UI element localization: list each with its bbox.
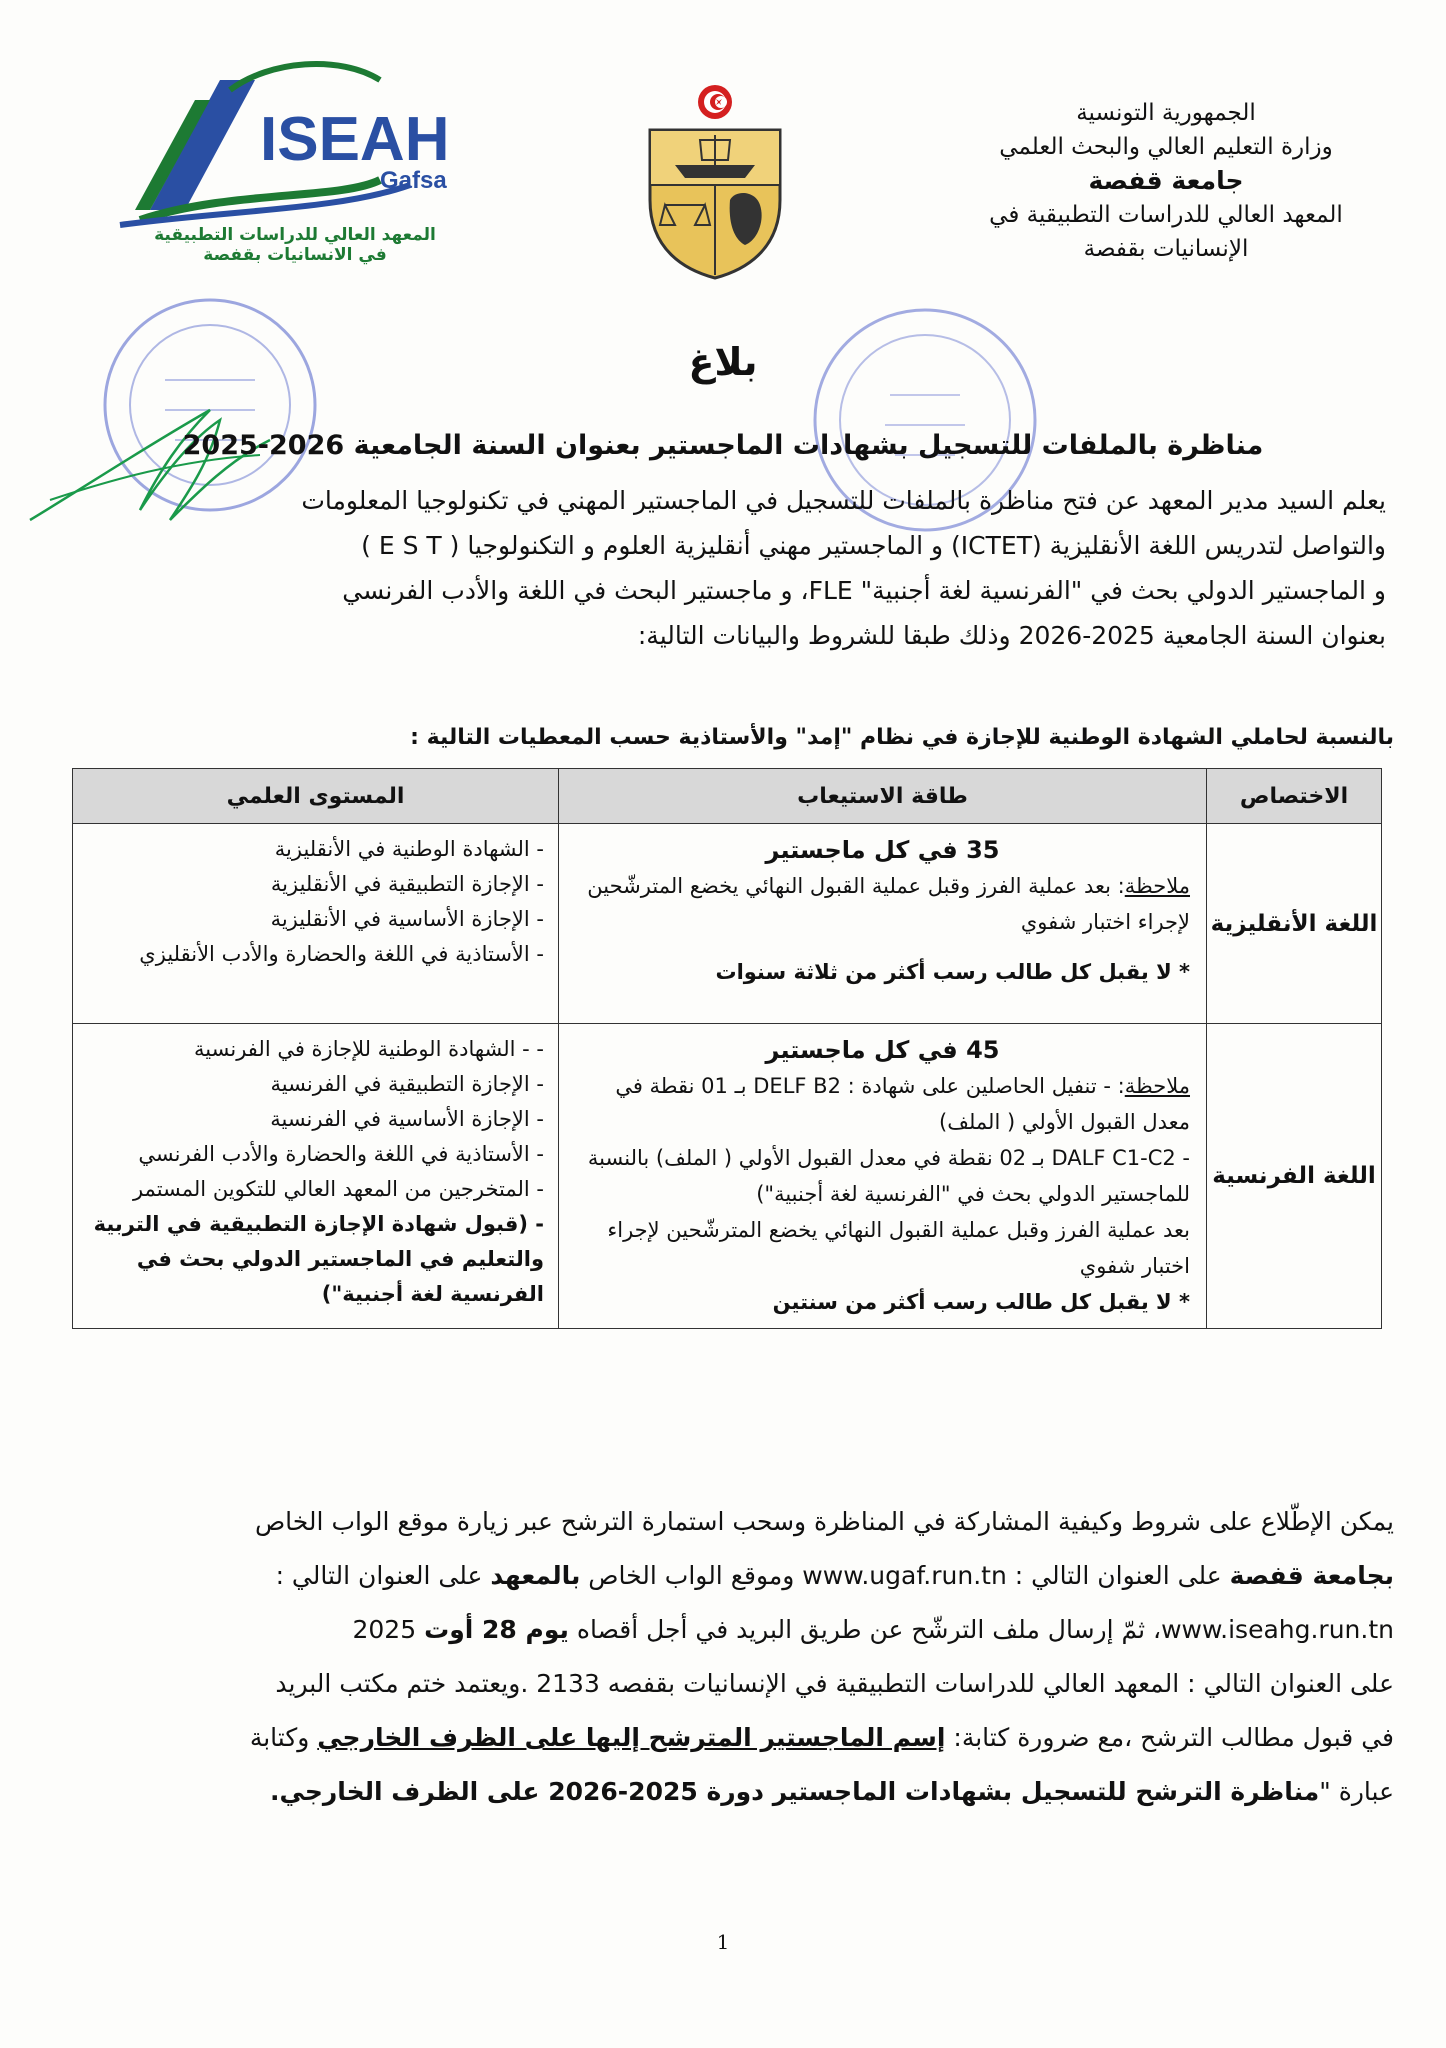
table-header-row — [73, 769, 1382, 824]
coat-of-arms-emblem — [640, 80, 790, 280]
footer-line: بجامعة قفصة على العنوان التالي : www.ugaf.run.tn وموقع الواب الخاص بالمعهد على العنوان التالي : — [275, 1561, 1394, 1590]
iseah-logo-mark — [80, 60, 520, 230]
level-item: - الإجازة التطبيقية في الأنقليزية — [270, 872, 544, 896]
table-caption: بالنسبة لحاملي الشهادة الوطنية للإجازة في نظام "إمد" والأستاذية حسب المعطيات التالية : — [410, 725, 1394, 750]
capacity-english — [559, 824, 1207, 1024]
header-specialty: الاختصاص — [1207, 769, 1382, 824]
level-item: - الإجازة الأساسية في الأنقليزية — [270, 907, 544, 931]
footer-line: عبارة "مناظرة الترشح للتسجيل بشهادات الماجستير دورة 2025-2026 على الظرف الخارجي. — [270, 1777, 1394, 1806]
intro-line: بعنوان السنة الجامعية 2025-2026 وذلك طبقا للشروط والبيانات التالية: — [637, 621, 1386, 650]
intro-line: والتواصل لتدريس اللغة الأنقليزية (ICTET) و الماجستير مهني أنقليزية العلوم و التكنولوجيا ( E S T ) — [361, 531, 1386, 560]
note-text: - DALF C1-C2 بـ 02 نقطة في معدل القبول الأولي ( الملف) بالنسبة للماجستير الدولي بحث في "الفرنسية لغة أجنبية") — [587, 1146, 1190, 1206]
capacity-title: 45 في كل ماجستير — [765, 1036, 1000, 1064]
level-english — [73, 824, 559, 1024]
level-item: - الأستاذية في اللغة والحضارة والأدب الأنقليزي — [139, 942, 544, 966]
note — [575, 868, 1190, 940]
header-level: المستوى العلمي — [73, 769, 559, 824]
level-item: - المتخرجين من المعهد العالي للتكوين المستمر — [132, 1177, 544, 1201]
level-item: - - الشهادة الوطنية للإجازة في الفرنسية — [194, 1037, 544, 1061]
intro-line: يعلم السيد مدير المعهد عن فتح مناظرة بالملفات للتسجيل في الماجستير المهني في تكنولوجيا المعلومات — [301, 486, 1386, 515]
conditions-table — [72, 768, 1382, 1329]
header-capacity: طاقة الاستيعاب — [559, 769, 1207, 824]
institute-line-2: الإنسانيات بقفصة — [1083, 236, 1249, 262]
warning-text: * لا يقبل كل طالب رسب أكثر من سنتين — [772, 1290, 1190, 1314]
capacity-title: 35 في كل ماجستير — [765, 836, 1000, 864]
footer-line: www.iseahg.run.tn، ثمّ إرسال ملف الترشّح عن طريق البريد في أجل أقصاه يوم 28 أوت 2025 — [352, 1615, 1394, 1644]
note-text: : بعد عملية الفرز وقبل عملية القبول النهائي يخضع المترشّحين لإجراء اختبار شفوي — [587, 874, 1190, 934]
note-text: بعد عملية الفرز وقبل عملية القبول النهائي يخضع المترشّحين لإجراء اختبار شفوي — [607, 1218, 1190, 1278]
main-title: مناظرة بالملفات للتسجيل بشهادات الماجستير بعنوان السنة الجامعية 2026-2025 — [182, 430, 1264, 461]
table-row-english — [73, 824, 1382, 1024]
ministry-header — [956, 96, 1376, 266]
table-row-french — [73, 1024, 1382, 1329]
university-website-link[interactable]: www.ugaf.run.tn — [802, 1561, 1007, 1590]
ministry-line: وزارة التعليم العالي والبحث العلمي — [999, 134, 1333, 160]
intro-line: و الماجستير الدولي بحث في "الفرنسية لغة أجنبية" FLE، و ماجستير البحث في اللغة والأدب الفرنسي — [342, 576, 1386, 605]
level-item: - الإجازة الأساسية في الفرنسية — [270, 1107, 544, 1131]
institute-website-link[interactable]: www.iseahg.run.tn — [1161, 1615, 1394, 1644]
logo-city: Gafsa — [380, 167, 447, 194]
notice-title: بلاغ — [688, 340, 758, 384]
footer-line: يمكن الإطّلاع على شروط وكيفية المشاركة في المناظرة وسحب استمارة الترشح عبر زيارة موقع الواب الخاص — [254, 1507, 1394, 1536]
capacity-french — [559, 1024, 1207, 1329]
level-item: - الشهادة الوطنية في الأنقليزية — [274, 837, 544, 861]
submission-instructions — [64, 1495, 1394, 1819]
footer-line: في قبول مطالب الترشح ،مع ضرورة كتابة: إسم الماجستير المترشح إليها على الظرف الخارجي وكتابة — [249, 1723, 1394, 1752]
warning-text: * لا يقبل كل طالب رسب أكثر من ثلاثة سنوات — [715, 960, 1190, 984]
university-line: جامعة قفصة — [1088, 166, 1244, 195]
specialty-english: اللغة الأنقليزية — [1207, 824, 1382, 1024]
republic-line: الجمهورية التونسية — [1076, 100, 1256, 126]
level-item-bold: - (قبول شهادة الإجازة التطبيقية في التربية والتعليم في الماجستير الدولي بحث في الفرنسية لغة أجنبية") — [93, 1212, 544, 1306]
note-label: ملاحظة — [1124, 1074, 1190, 1098]
footer-line: على العنوان التالي : المعهد العالي للدراسات التطبيقية في الإنسانيات بقفصه 2133 .ويعتمد ختم مكتب البريد — [275, 1669, 1394, 1698]
institute-line-1: المعهد العالي للدراسات التطبيقية في — [989, 202, 1343, 228]
logo-arabic-name: المعهد العالي للدراسات التطبيقية في الانسانيات بقفصة — [154, 225, 436, 265]
level-item: - الأستاذية في اللغة والحضارة والأدب الفرنسي — [138, 1142, 544, 1166]
note — [575, 1068, 1190, 1140]
page-number: 1 — [716, 1930, 730, 1954]
level-french — [73, 1024, 559, 1329]
note-label: ملاحظة — [1124, 874, 1190, 898]
logo-text: ISEAH — [260, 105, 450, 174]
level-item: - الإجازة التطبيقية في الفرنسية — [270, 1072, 544, 1096]
intro-paragraph — [66, 478, 1386, 658]
specialty-french: اللغة الفرنسية — [1207, 1024, 1382, 1329]
note-text: : - تنفيل الحاصلين على شهادة : DELF B2 بـ 01 نقطة في معدل القبول الأولي ( الملف) — [615, 1074, 1190, 1134]
